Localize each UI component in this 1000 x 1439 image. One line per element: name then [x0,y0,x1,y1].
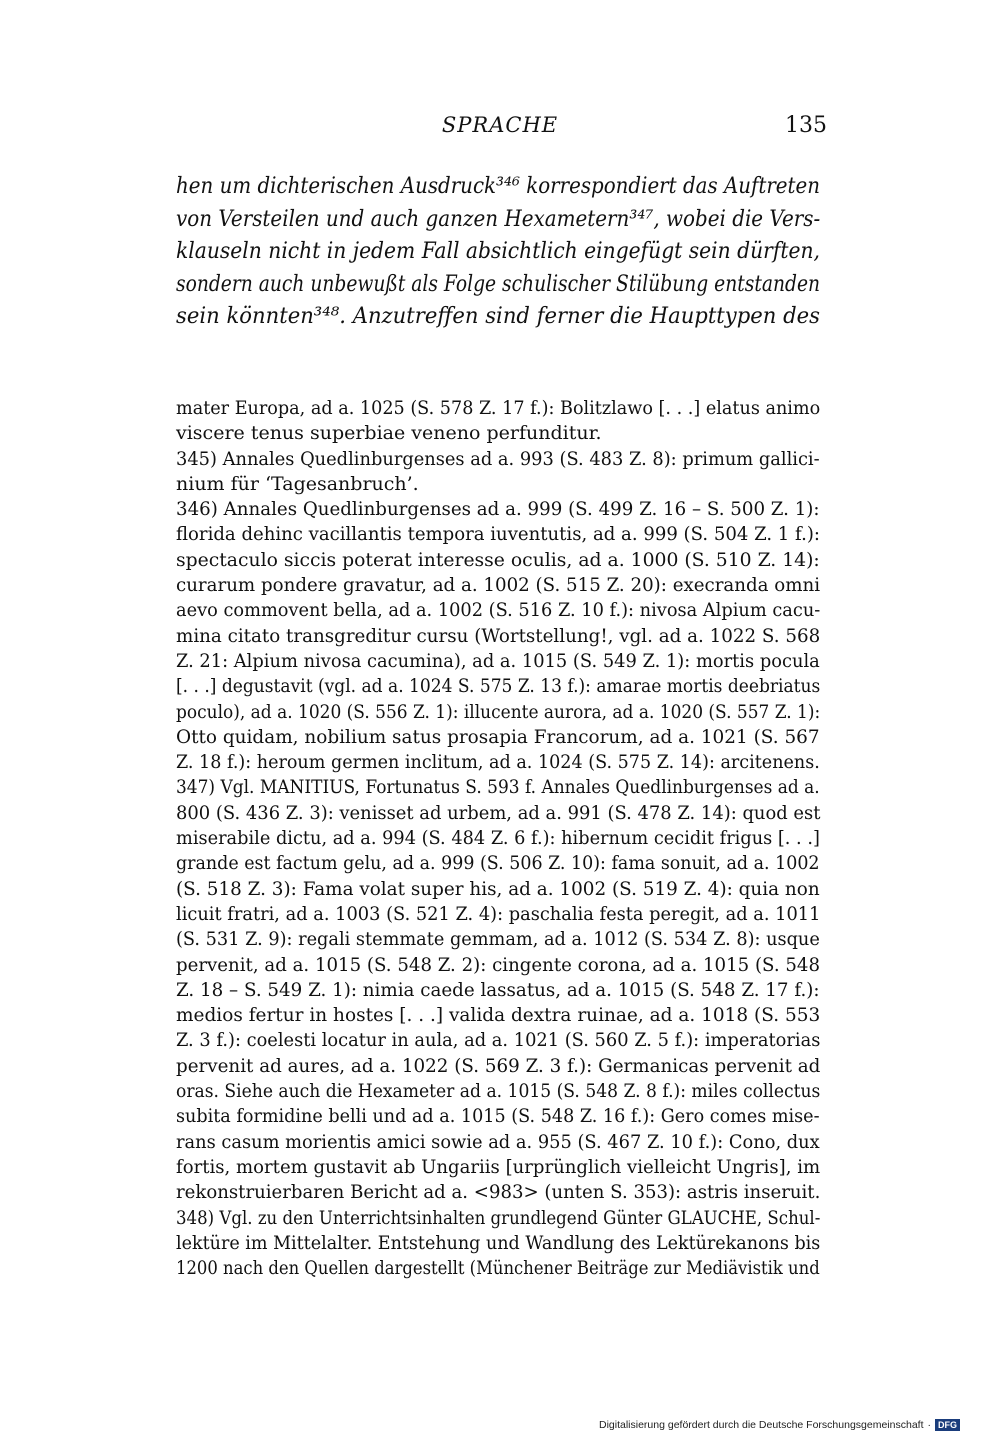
footnote-line: miserabile dictu, ad a. 994 (S. 484 Z. 6 f.): hibernum cecidit frigus [. . .] [176,827,820,850]
footnote-line: mater Europa, ad a. 1025 (S. 578 Z. 17 f.): Bolitzlawo [. . .] elatus animo [176,397,821,419]
footnote-line: pervenit, ad a. 1015 (S. 548 Z. 2): cingente corona, ad a. 1015 (S. 548 [176,953,821,976]
footnote-line: Otto quidam, nobilium satus prosapia Francorum, ad a. 1021 (S. 567 [176,725,820,748]
footnote-line: fortis, mortem gustavit ab Ungariis [urprünglich vielleicht Ungris], im [176,1155,821,1178]
footnote-line: lektüre im Mittelalter. Entstehung und Wandlung des Lektürekanons bis [176,1231,821,1254]
body-line: hen um dichterischen Ausdruck³⁴⁶ korrespondiert das Auftreten [176,173,820,199]
page-number: 135 [785,113,827,138]
dfg-logo: DFG [935,1419,960,1431]
footnote-line: (S. 518 Z. 3): Fama volat super his, ad a. 1002 (S. 519 Z. 4): quia non [176,877,820,900]
footnote-line: spectaculo siccis poterat interesse oculis, ad a. 1000 (S. 510 Z. 14): [176,548,820,571]
footnote-line: 346) Annales Quedlinburgenses ad a. 999 (S. 499 Z. 16 – S. 500 Z. 1): [176,498,820,521]
footnote-line: Z. 21: Alpium nivosa cacumina), ad a. 1015 (S. 549 Z. 1): mortis pocula [176,649,820,672]
footnote-line: rekonstruierbaren Bericht ad a. <983> (unten S. 353): astris inseruit. [176,1181,821,1204]
footnote-line: nium für ‘Tagesanbruch’. [176,472,419,495]
footnote-line: pervenit ad aures, ad a. 1022 (S. 569 Z. 3 f.): Germanicas pervenit ad [176,1054,821,1077]
footnote-line: licuit fratri, ad a. 1003 (S. 521 Z. 4): paschalia festa peregit, ad a. 1011 [176,902,821,925]
footnote-line: 1200 nach den Quellen dargestellt (Münchener Beiträge zur Mediävistik und [176,1257,820,1280]
running-header-title: SPRACHE [441,113,559,137]
footnote-line: medios fertur in hostes [. . .] valida dextra ruinae, ad a. 1018 (S. 553 [176,1004,821,1027]
footnote-line: poculo), ad a. 1020 (S. 556 Z. 1): illucente aurora, ad a. 1020 (S. 557 Z. 1): [176,700,821,723]
footnote-line: oras. Siehe auch die Hexameter ad a. 1015 (S. 548 Z. 8 f.): miles collectus [176,1080,821,1103]
footnote-line: subita formidine belli und ad a. 1015 (S. 548 Z. 16 f.): Gero comes mise- [176,1105,820,1128]
footnote-line: rans casum morientis amici sowie ad a. 955 (S. 467 Z. 10 f.): Cono, dux [176,1130,820,1153]
footnotes [176,396,820,1281]
footnote-line: mina citato transgreditur cursu (Wortstellung!, vgl. ad a. 1022 S. 568 [176,624,821,647]
main-text [176,170,820,333]
footnote-line: Z. 18 – S. 549 Z. 1): nimia caede lassatus, ad a. 1015 (S. 548 Z. 17 f.): [176,978,820,1001]
footnote-line: (S. 531 Z. 9): regali stemmate gemmam, ad a. 1012 (S. 534 Z. 8): usque [176,928,820,951]
body-line: sein könnten³⁴⁸. Anzutreffen sind ferner die Haupttypen des [176,303,820,329]
footnote-line: florida dehinc vacillantis tempora iuventutis, ad a. 999 (S. 504 Z. 1 f.): [176,523,820,546]
footnote-line: Z. 18 f.): heroum germen inclitum, ad a. 1024 (S. 575 Z. 14): arcitenens. [176,751,820,774]
footnote-line: viscere tenus superbiae veneno perfunditur. [176,422,602,445]
body-line: klauseln nicht in jedem Fall absichtlich eingefügt sein dürften, [176,238,820,264]
footnote-line: 347) Vgl. MANITIUS, Fortunatus S. 593 f. Annales Quedlinburgenses ad a. [176,776,820,799]
footnote-line: curarum pondere gravatur, ad a. 1002 (S. 515 Z. 20): execranda omni [176,574,821,597]
footnote-line: 800 (S. 436 Z. 3): venisset ad urbem, ad a. 991 (S. 478 Z. 14): quod est [176,801,821,824]
footnote-line: [. . .] degustavit (vgl. ad a. 1024 S. 575 Z. 13 f.): amarae mortis deebriatus [176,675,821,698]
footer-credit-text: Digitalisierung gefördert durch die Deutsche Forschungsgemeinschaft [598,1419,924,1431]
footnote-line: grande est factum gelu, ad a. 999 (S. 506 Z. 10): fama sonuit, ad a. 1002 [176,852,820,875]
footnote-line: Z. 3 f.): coelesti locatur in aula, ad a. 1021 (S. 560 Z. 5 f.): imperatorias [176,1029,821,1052]
footnote-line: aevo commovent bella, ad a. 1002 (S. 516 Z. 10 f.): nivosa Alpium cacu- [176,599,821,622]
body-line: sondern auch unbewußt als Folge schulischer Stilübung entstanden [176,270,821,297]
footer-credit: Digitalisierung gefördert durch die Deutsche Forschungsgemeinschaft · DFG [599,1419,960,1431]
footnote-line: 345) Annales Quedlinburgenses ad a. 993 (S. 483 Z. 8): primum gallici- [176,447,820,470]
footnote-line: 348) Vgl. zu den Unterrichtsinhalten grundlegend Günter GLAUCHE, Schul- [176,1206,821,1229]
body-line: von Versteilen und auch ganzen Hexametern³⁴⁷, wobei die Vers- [176,205,821,232]
